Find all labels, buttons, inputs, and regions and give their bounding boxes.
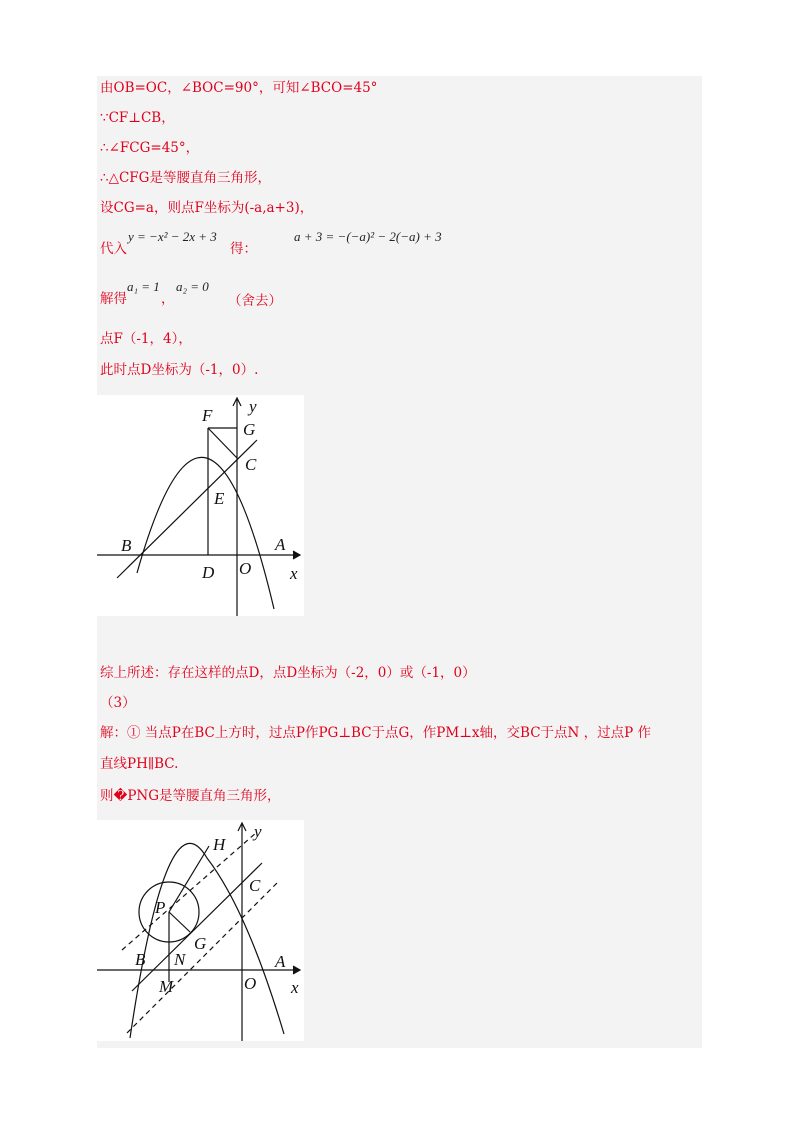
text-line-4: ∴△CFG是等腰直角三角形， [100,170,271,186]
equation-parabola: y = −x² − 2x + 3 [128,229,217,244]
parabola-curve [130,843,284,1038]
text-line-7-suffix: （舍去） [228,293,282,309]
label-g: G [194,934,207,953]
text-line-9: 此时点D坐标为（-1，0）. [100,362,259,378]
label-m: M [159,977,174,996]
label-o: O [244,974,257,993]
label-d: D [202,563,215,582]
solution-a1: a₁ = 1 [127,279,160,294]
label-f: F [202,406,213,425]
text-line-8: 点F（-1，4）， [100,331,192,347]
lower-tangent-dashed [127,883,277,1033]
segment-fc [208,428,237,458]
text-line-7-prefix: 解得 [100,291,127,307]
segment-pg [169,912,190,932]
label-c: C [249,876,261,895]
x-axis-arrow-icon [293,966,300,974]
label-b: B [135,950,146,969]
text-line-7-comma: ， [161,291,175,307]
solution-a2: a₂ = 0 [176,279,209,294]
label-b: B [121,536,132,555]
label-a: A [275,952,286,971]
label-a: A [275,535,286,554]
x-axis-arrow-icon [293,551,300,559]
label-y: y [249,397,257,416]
text-line-10: 综上所述：存在这样的点D，点D坐标为（-2，0）或（-1，0） [100,665,476,681]
text-line-2: ∵CF⊥CB， [100,110,175,126]
label-n: N [174,950,186,969]
figure-2 [97,820,304,1041]
text-line-12: 解：① 当点P在BC上方时，过点P作PG⊥BC于点G，作PM⊥x轴，交BC于点N ，过点P 作 [100,725,652,741]
label-c: C [245,455,257,474]
line-bc [117,440,257,578]
text-line-3: ∴∠FCG=45°， [100,140,200,156]
text-line-6-prefix: 代入 [100,241,127,257]
label-g: G [243,420,256,439]
figure-1 [97,395,304,616]
text-line-13: 直线PH∥BC. [100,756,179,772]
text-line-11: （3） [100,695,136,711]
equation-substituted: a + 3 = −(−a)² − 2(−a) + 3 [294,229,442,244]
label-h: H [213,835,226,854]
text-line-1: 由OB=OC，∠BOC=90°，可知∠BCO=45° [100,80,378,96]
text-line-5: 设CG=a，则点F坐标为(-a,a+3)， [100,200,314,216]
label-e: E [214,489,225,508]
text-line-6-suffix: 得： [230,241,257,257]
label-o: O [239,559,252,578]
parabola-curve [137,457,274,609]
label-p: P [155,898,166,917]
text-line-14: 则�PNG是等腰直角三角形， [100,788,281,804]
label-y: y [254,822,262,841]
label-x: x [291,978,299,997]
label-x: x [290,564,298,583]
